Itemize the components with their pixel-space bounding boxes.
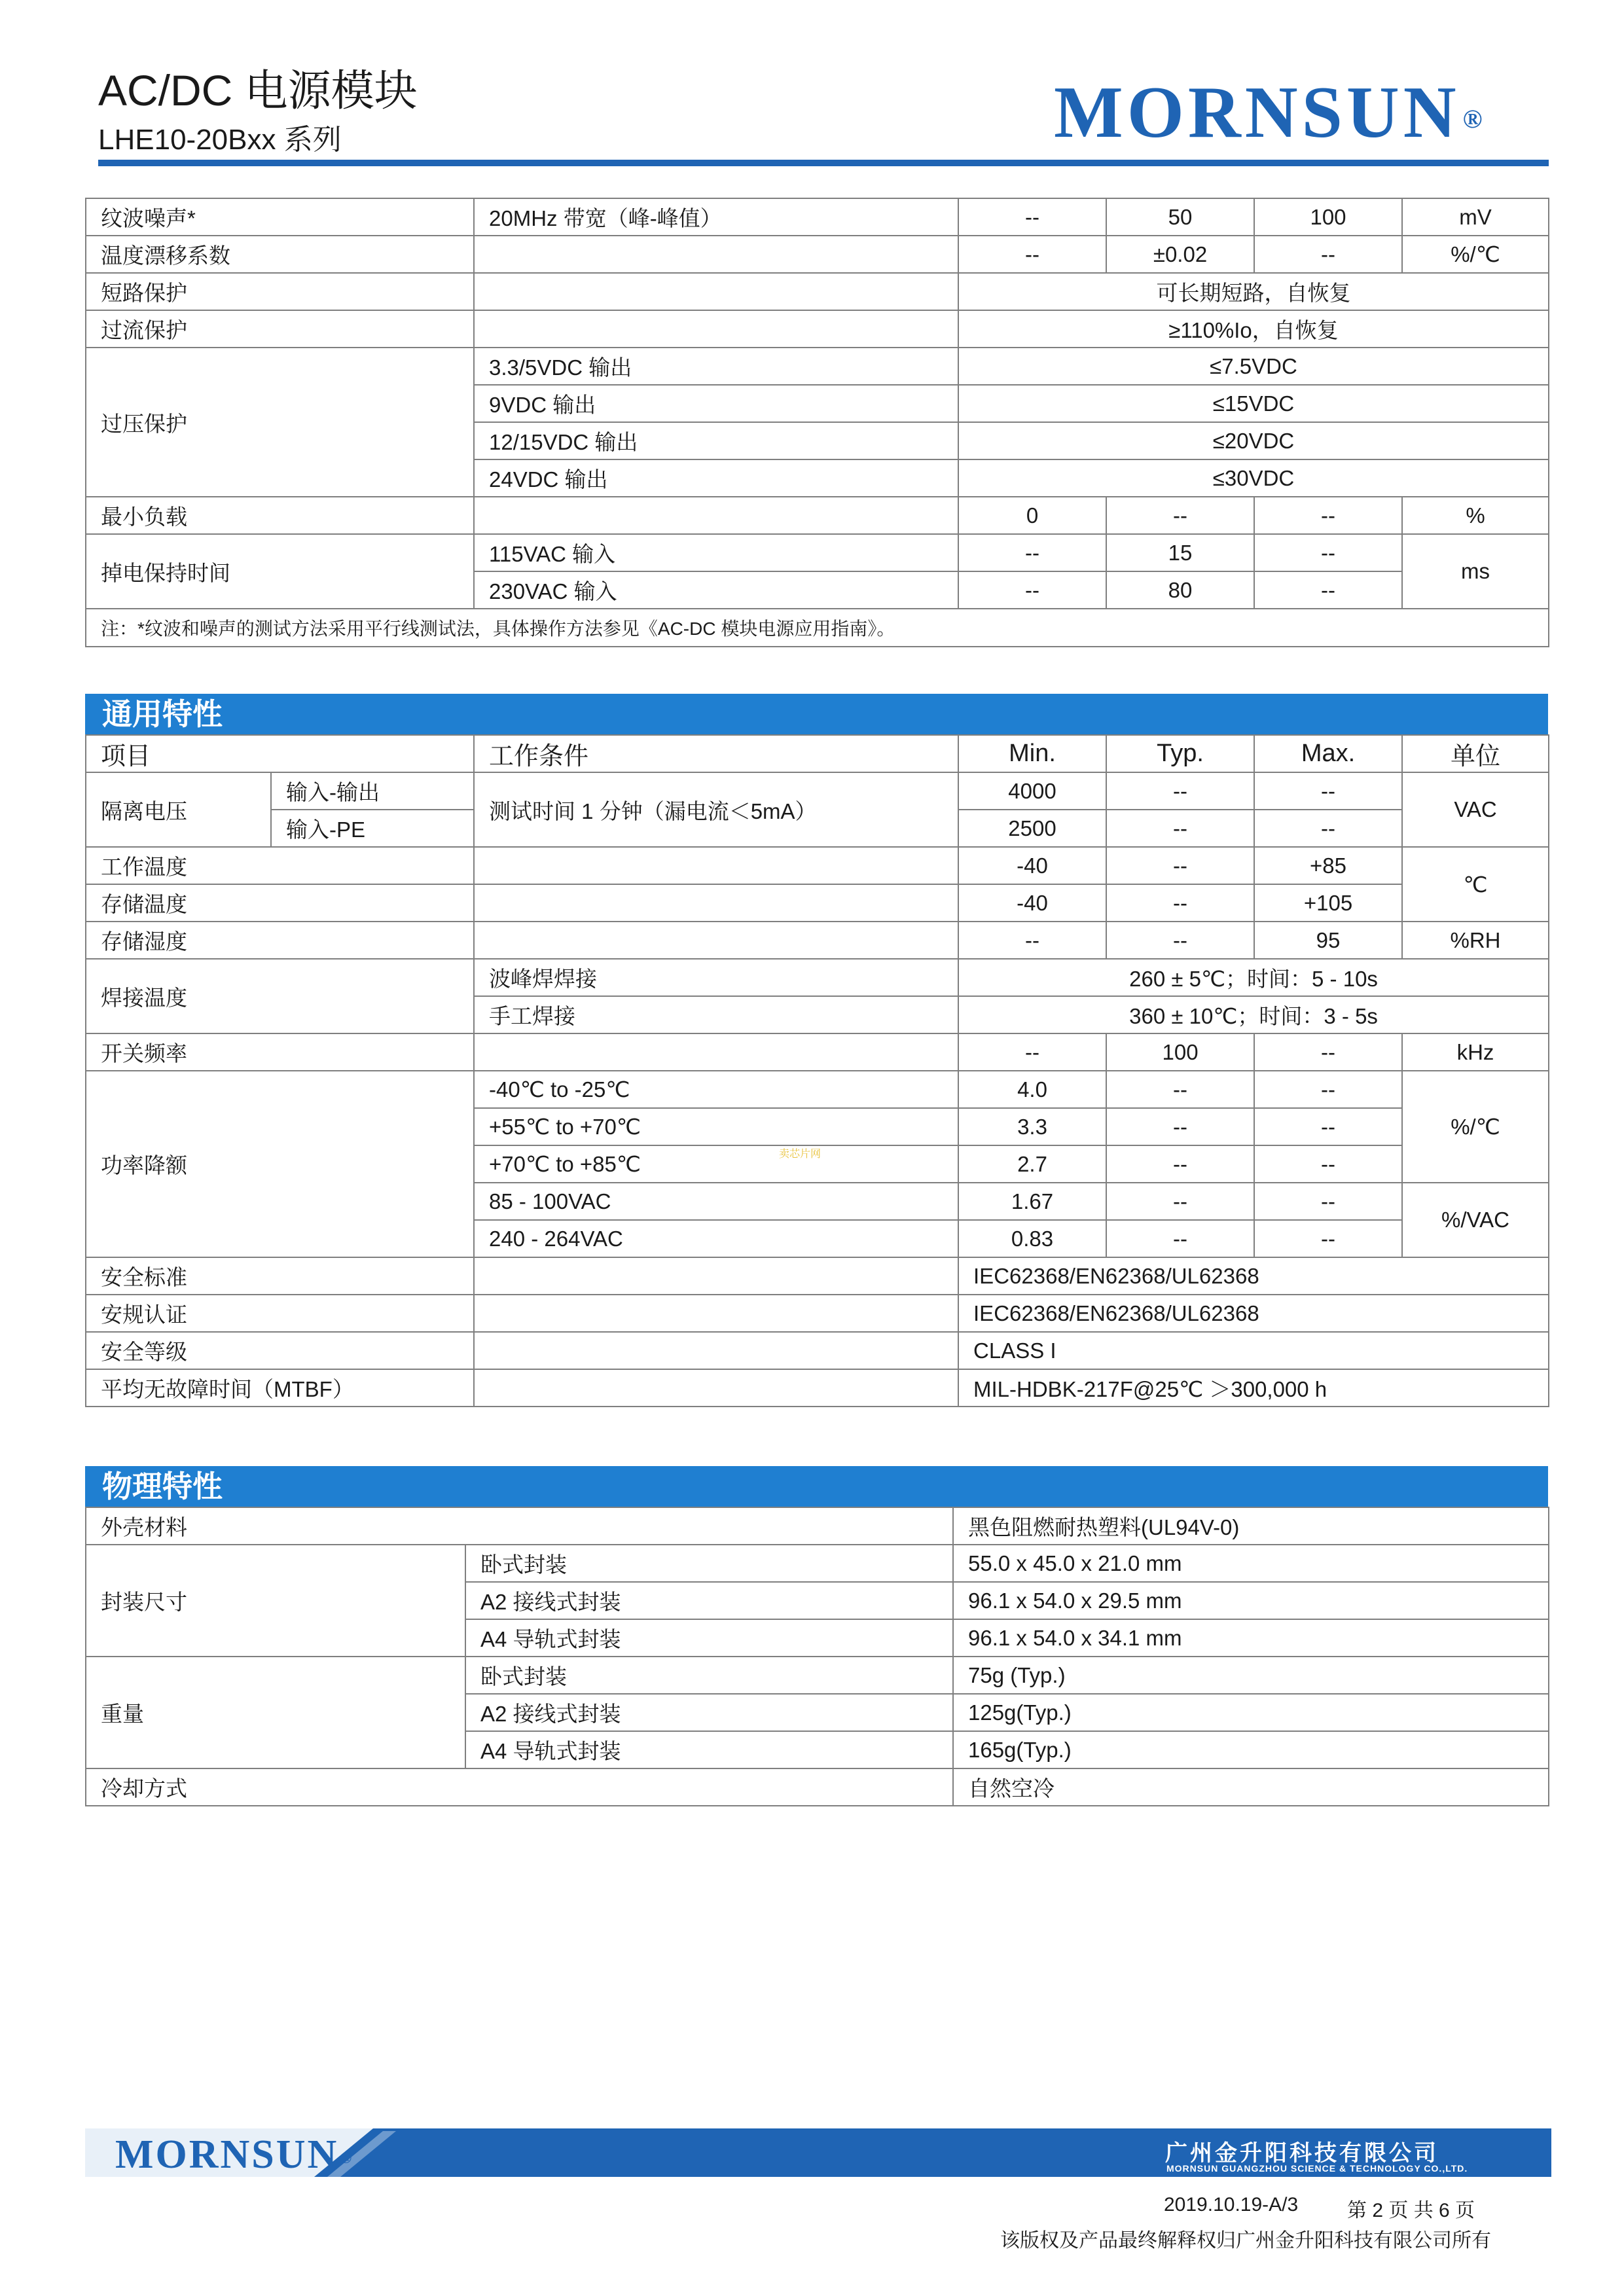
op-temp-max: +85 — [1254, 847, 1402, 884]
safety-class-label: 安全等级 — [86, 1332, 474, 1369]
company-name-en: MORNSUN GUANGZHOU SCIENCE & TECHNOLOGY CO.,LTD. — [1166, 2163, 1468, 2174]
table-row — [86, 1295, 1549, 1332]
min-load-unit: % — [1402, 497, 1549, 534]
watermark: 卖芯片网 — [779, 1149, 821, 1160]
min-load-max: -- — [1254, 497, 1402, 534]
dims-value: 96.1 x 54.0 x 34.1 mm — [953, 1619, 1549, 1657]
min-load-typ: -- — [1106, 497, 1254, 534]
storage-temp-typ: -- — [1106, 884, 1254, 922]
table-row — [86, 1369, 1549, 1407]
table-row — [86, 959, 1549, 996]
derating-cond: +70℃ to +85℃ — [474, 1145, 958, 1183]
soldering-value: 360 ± 10℃；时间：3 - 5s — [958, 996, 1549, 1033]
holdup-min: -- — [958, 534, 1106, 571]
derating-cond: +55℃ to +70℃ — [474, 1108, 958, 1145]
safety-cert-label: 安规认证 — [86, 1295, 474, 1332]
table-row — [86, 1507, 1549, 1545]
empty-cell — [474, 310, 958, 348]
table-header-row — [86, 735, 1549, 772]
cooling-value: 自然空冷 — [953, 1768, 1549, 1806]
dims-value: 96.1 x 54.0 x 29.5 mm — [953, 1582, 1549, 1619]
table-row — [86, 310, 1549, 348]
derating-typ: -- — [1106, 1145, 1254, 1183]
page-number: 第 2 页 共 6 页 — [1347, 2200, 1475, 2221]
table-row — [86, 609, 1549, 647]
op-temp-typ: -- — [1106, 847, 1254, 884]
temp-coeff-typ: ±0.02 — [1106, 236, 1254, 273]
derating-min: 0.83 — [958, 1220, 1106, 1257]
header-divider — [98, 160, 1549, 166]
derating-min: 4.0 — [958, 1071, 1106, 1108]
isolation-sub: 输入-输出 — [271, 772, 474, 810]
ripple-test-note: 注：*纹波和噪声的测试方法采用平行线测试法，具体操作方法参见《AC-DC 模块电源应用指南》。 — [86, 609, 1549, 647]
empty-cell — [474, 1257, 958, 1295]
dims-cond: A2 接线式封装 — [465, 1582, 953, 1619]
derating-cond: -40℃ to -25℃ — [474, 1071, 958, 1108]
derating-max: -- — [1254, 1071, 1402, 1108]
empty-cell — [474, 1295, 958, 1332]
derating-typ: -- — [1106, 1220, 1254, 1257]
empty-cell — [474, 847, 958, 884]
table-row — [86, 497, 1549, 534]
table-row — [86, 884, 1549, 922]
col-header-item: 项目 — [86, 735, 474, 772]
isolation-cond: 测试时间 1 分钟（漏电流＜5mA） — [474, 772, 958, 847]
storage-temp-min: -40 — [958, 884, 1106, 922]
overvoltage-cond: 3.3/5VDC 输出 — [474, 348, 958, 385]
footer-logo — [115, 2132, 353, 2178]
op-temp-label: 工作温度 — [86, 847, 474, 884]
safety-cert-value: IEC62368/EN62368/UL62368 — [958, 1295, 1549, 1332]
empty-cell — [474, 922, 958, 959]
switch-freq-unit: kHz — [1402, 1033, 1549, 1071]
case-value: 黑色阻燃耐热塑料(UL94V-0) — [953, 1507, 1549, 1545]
holdup-min: -- — [958, 571, 1106, 609]
op-temp-min: -40 — [958, 847, 1106, 884]
holdup-unit: ms — [1402, 534, 1549, 609]
table-row — [86, 1545, 1549, 1582]
logo-text: MORNSUN — [1054, 72, 1460, 153]
storage-temp-label: 存储温度 — [86, 884, 474, 922]
soldering-value: 260 ± 5℃；时间：5 - 10s — [958, 959, 1549, 996]
general-spec-table — [85, 734, 1549, 1407]
derating-min: 3.3 — [958, 1108, 1106, 1145]
empty-cell — [474, 273, 958, 310]
weight-value: 165g(Typ.) — [953, 1731, 1549, 1768]
derating-typ: -- — [1106, 1183, 1254, 1220]
case-label: 外壳材料 — [86, 1507, 953, 1545]
table-row — [86, 236, 1549, 273]
derating-unit-temp: %/℃ — [1402, 1071, 1549, 1183]
derating-max: -- — [1254, 1108, 1402, 1145]
holdup-max: -- — [1254, 571, 1402, 609]
registered-mark: ® — [1462, 104, 1487, 134]
dims-label: 封装尺寸 — [86, 1545, 465, 1657]
overvoltage-label: 过压保护 — [86, 348, 474, 497]
holdup-cond: 230VAC 输入 — [474, 571, 958, 609]
col-header-cond: 工作条件 — [474, 735, 958, 772]
derating-unit-volt: %/VAC — [1402, 1183, 1549, 1257]
derating-min: 1.67 — [958, 1183, 1106, 1220]
holdup-cond: 115VAC 输入 — [474, 534, 958, 571]
safety-std-label: 安全标准 — [86, 1257, 474, 1295]
derating-min: 2.7 — [958, 1145, 1106, 1183]
weight-cond: 卧式封装 — [465, 1657, 953, 1694]
mtbf-value: MIL-HDBK-217F@25℃ ＞300,000 h — [958, 1369, 1549, 1407]
isolation-typ: -- — [1106, 772, 1254, 810]
storage-humidity-max: 95 — [1254, 922, 1402, 959]
short-value: 可长期短路，自恢复 — [958, 273, 1549, 310]
output-spec-table — [85, 198, 1549, 647]
footer-registered-mark: ® — [340, 2150, 354, 2167]
soldering-cond: 波峰焊焊接 — [474, 959, 958, 996]
derating-max: -- — [1254, 1183, 1402, 1220]
derating-cond: 240 - 264VAC — [474, 1220, 958, 1257]
table-row — [86, 772, 1549, 810]
derating-label: 功率降额 — [86, 1071, 474, 1257]
table-row — [86, 1332, 1549, 1369]
derating-typ: -- — [1106, 1071, 1254, 1108]
holdup-label: 掉电保持时间 — [86, 534, 474, 609]
derating-max: -- — [1254, 1220, 1402, 1257]
page-title: AC/DC 电源模块 — [98, 66, 418, 115]
table-row — [86, 1033, 1549, 1071]
ripple-max: 100 — [1254, 198, 1402, 236]
short-label: 短路保护 — [86, 273, 474, 310]
ripple-min: -- — [958, 198, 1106, 236]
isolation-max: -- — [1254, 810, 1402, 847]
overvoltage-value: ≤15VDC — [958, 385, 1549, 422]
weight-cond: A2 接线式封装 — [465, 1694, 953, 1731]
overvoltage-value: ≤7.5VDC — [958, 348, 1549, 385]
storage-temp-max: +105 — [1254, 884, 1402, 922]
soldering-label: 焊接温度 — [86, 959, 474, 1033]
company-name: 广州金升阳科技有限公司 — [1165, 2141, 1439, 2166]
col-header-min: Min. — [958, 735, 1106, 772]
safety-std-value: IEC62368/EN62368/UL62368 — [958, 1257, 1549, 1295]
min-load-label: 最小负载 — [86, 497, 474, 534]
temp-coeff-max: -- — [1254, 236, 1402, 273]
temp-coeff-min: -- — [958, 236, 1106, 273]
ripple-typ: 50 — [1106, 198, 1254, 236]
overcurrent-label: 过流保护 — [86, 310, 474, 348]
section-title-general: 通用特性 — [85, 694, 1548, 734]
empty-cell — [474, 236, 958, 273]
dims-cond: 卧式封装 — [465, 1545, 953, 1582]
temp-coeff-unit: %/℃ — [1402, 236, 1549, 273]
table-row — [86, 1768, 1549, 1806]
copyright-notice: 该版权及产品最终解释权归广州金升阳科技有限公司所有 — [1000, 2230, 1491, 2251]
table-row — [86, 1071, 1549, 1108]
isolation-min: 4000 — [958, 772, 1106, 810]
col-header-typ: Typ. — [1106, 735, 1254, 772]
mtbf-label: 平均无故障时间（MTBF） — [86, 1369, 474, 1407]
storage-humidity-label: 存储湿度 — [86, 922, 474, 959]
derating-cond: 85 - 100VAC — [474, 1183, 958, 1220]
ripple-label: 纹波噪声* — [86, 198, 474, 236]
section-title-physical: 物理特性 — [85, 1466, 1548, 1507]
switch-freq-label: 开关频率 — [86, 1033, 474, 1071]
isolation-unit: VAC — [1402, 772, 1549, 847]
table-row — [86, 198, 1549, 236]
empty-cell — [474, 1332, 958, 1369]
derating-max: -- — [1254, 1145, 1402, 1183]
holdup-typ: 15 — [1106, 534, 1254, 571]
empty-cell — [474, 1033, 958, 1071]
physical-spec-table — [85, 1507, 1549, 1806]
table-row — [86, 1257, 1549, 1295]
table-row — [86, 273, 1549, 310]
empty-cell — [474, 884, 958, 922]
holdup-max: -- — [1254, 534, 1402, 571]
temp-unit: ℃ — [1402, 847, 1549, 922]
storage-humidity-typ: -- — [1106, 922, 1254, 959]
table-row — [86, 847, 1549, 884]
overvoltage-cond: 9VDC 输出 — [474, 385, 958, 422]
revision-date: 2019.10.19-A/3 — [1164, 2194, 1299, 2215]
storage-humidity-min: -- — [958, 922, 1106, 959]
overvoltage-value: ≤20VDC — [958, 422, 1549, 459]
overvoltage-cond: 24VDC 输出 — [474, 459, 958, 497]
overcurrent-value: ≥110%Io，自恢复 — [958, 310, 1549, 348]
switch-freq-typ: 100 — [1106, 1033, 1254, 1071]
safety-class-value: CLASS I — [958, 1332, 1549, 1369]
isolation-min: 2500 — [958, 810, 1106, 847]
ripple-cond: 20MHz 带宽（峰-峰值） — [474, 198, 958, 236]
overvoltage-cond: 12/15VDC 输出 — [474, 422, 958, 459]
col-header-max: Max. — [1254, 735, 1402, 772]
cooling-label: 冷却方式 — [86, 1768, 953, 1806]
weight-value: 75g (Typ.) — [953, 1657, 1549, 1694]
weight-cond: A4 导轨式封装 — [465, 1731, 953, 1768]
table-row — [86, 348, 1549, 385]
ripple-unit: mV — [1402, 198, 1549, 236]
dims-value: 55.0 x 45.0 x 21.0 mm — [953, 1545, 1549, 1582]
derating-typ: -- — [1106, 1108, 1254, 1145]
switch-freq-max: -- — [1254, 1033, 1402, 1071]
empty-cell — [474, 1369, 958, 1407]
mornsun-logo — [1054, 73, 1487, 152]
isolation-sub: 输入-PE — [271, 810, 474, 847]
storage-humidity-unit: %RH — [1402, 922, 1549, 959]
holdup-typ: 80 — [1106, 571, 1254, 609]
weight-label: 重量 — [86, 1657, 465, 1768]
isolation-label: 隔离电压 — [86, 772, 271, 847]
table-row — [86, 534, 1549, 571]
switch-freq-min: -- — [958, 1033, 1106, 1071]
series-subtitle: LHE10-20Bxx 系列 — [98, 124, 342, 156]
dims-cond: A4 导轨式封装 — [465, 1619, 953, 1657]
temp-coeff-label: 温度漂移系数 — [86, 236, 474, 273]
weight-value: 125g(Typ.) — [953, 1694, 1549, 1731]
table-row — [86, 922, 1549, 959]
soldering-cond: 手工焊接 — [474, 996, 958, 1033]
min-load-min: 0 — [958, 497, 1106, 534]
isolation-max: -- — [1254, 772, 1402, 810]
empty-cell — [474, 497, 958, 534]
col-header-unit: 单位 — [1402, 735, 1549, 772]
table-row — [86, 1657, 1549, 1694]
isolation-typ: -- — [1106, 810, 1254, 847]
footer-logo-text: MORNSUN — [115, 2132, 339, 2177]
overvoltage-value: ≤30VDC — [958, 459, 1549, 497]
